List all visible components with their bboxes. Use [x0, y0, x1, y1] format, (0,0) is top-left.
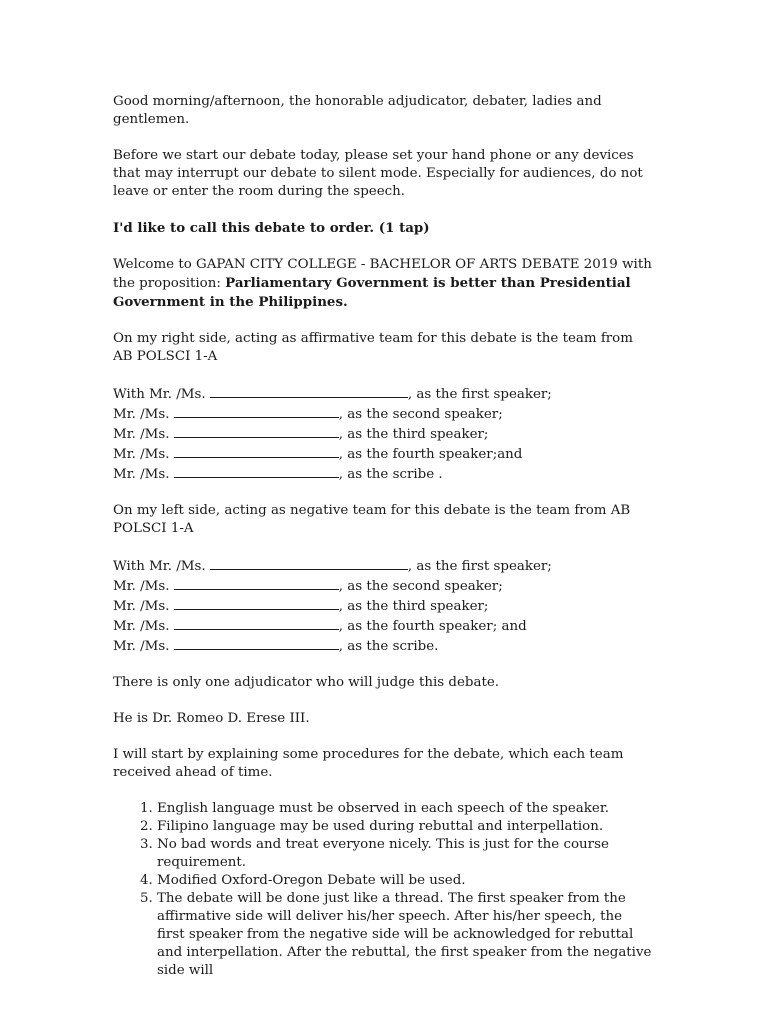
name-blank[interactable] [210, 556, 408, 570]
speaker-prefix: With Mr. /Ms. [113, 559, 206, 574]
adjudicator-count: There is only one adjudicator who will judge this debate. [113, 675, 500, 690]
name-blank[interactable] [174, 576, 339, 590]
speaker-role: , as the second speaker; [338, 579, 503, 594]
order-call-text: I'd like to call this debate to order. (1 tap) [113, 220, 430, 236]
speaker-line [113, 596, 653, 616]
name-blank[interactable] [174, 464, 339, 478]
speaker-prefix: Mr. /Ms. [113, 619, 170, 634]
welcome-prefix: Welcome to GAPAN CITY COLLEGE - BACHELOR OF ARTS DEBATE 2019 with the proposition: [113, 257, 652, 291]
speaker-line [113, 616, 653, 636]
speaker-role: , as the first speaker; [407, 387, 552, 402]
procedures-intro: I will start by explaining some procedures for the debate, which each team received ahead of time. [113, 747, 624, 780]
speaker-line [113, 576, 653, 596]
speaker-role: , as the fourth speaker; and [338, 619, 527, 634]
list-item: 2. Filipino language may be used during rebuttal and interpellation. [157, 818, 653, 836]
speaker-role: , as the fourth speaker;and [338, 447, 523, 462]
adjudicator-name: He is Dr. Romeo D. Erese III. [113, 711, 310, 726]
speaker-prefix: Mr. /Ms. [113, 467, 170, 482]
affirmative-intro: On my right side, acting as affirmative team for this debate is the team from AB POLSCI 1-A [113, 331, 633, 364]
speaker-prefix: With Mr. /Ms. [113, 387, 206, 402]
list-item: 3. No bad words and treat everyone nicely. This is just for the course requirement. [157, 836, 653, 872]
speaker-prefix: Mr. /Ms. [113, 639, 170, 654]
speaker-role: , as the second speaker; [338, 407, 503, 422]
speaker-prefix: Mr. /Ms. [113, 599, 170, 614]
list-item: 4. Modified Oxford-Oregon Debate will be used. [157, 872, 653, 890]
procedures-list [113, 800, 653, 980]
speaker-line [113, 444, 653, 464]
speaker-prefix: Mr. /Ms. [113, 447, 170, 462]
list-item: 1. English language must be observed in each speech of the speaker. [157, 800, 653, 818]
order-call [113, 219, 653, 238]
device-reminder: Before we start our debate today, please set your hand phone or any devices that may interrupt our debate to silent mode. Especially for audiences, do not leave or enter the room during the speech. [113, 148, 643, 199]
speaker-prefix: Mr. /Ms. [113, 427, 170, 442]
name-blank[interactable] [174, 404, 339, 418]
speaker-line [113, 384, 653, 404]
speaker-line [113, 556, 653, 576]
name-blank[interactable] [174, 444, 339, 458]
speaker-role: , as the third speaker; [338, 599, 489, 614]
speaker-role: , as the third speaker; [338, 427, 489, 442]
name-blank[interactable] [174, 596, 339, 610]
speaker-line [113, 464, 653, 484]
speaker-prefix: Mr. /Ms. [113, 407, 170, 422]
welcome-paragraph [113, 256, 653, 312]
negative-intro: On my left side, acting as negative team for this debate is the team from AB POLSCI 1-A [113, 503, 631, 536]
name-blank[interactable] [174, 424, 339, 438]
name-blank[interactable] [174, 636, 339, 650]
speaker-role: , as the scribe . [338, 467, 443, 482]
negative-speakers [113, 556, 653, 656]
document-page [113, 93, 653, 980]
name-blank[interactable] [210, 384, 408, 398]
speaker-role: , as the scribe. [338, 639, 439, 654]
speaker-line [113, 636, 653, 656]
speaker-role: , as the first speaker; [407, 559, 552, 574]
list-item: 5. The debate will be done just like a thread. The first speaker from the affirmative side will deliver his/her speech. After his/her speech, the first speaker from the negative side will be acknowledged for rebuttal and interpellation. After the rebuttal, the first speaker from the negative side will [157, 890, 653, 980]
greeting: Good morning/afternoon, the honorable adjudicator, debater, ladies and gentlemen. [113, 94, 602, 127]
speaker-line [113, 424, 653, 444]
proposition: Parliamentary Government is better than Presidential Government in the Philippines. [113, 275, 631, 310]
speaker-prefix: Mr. /Ms. [113, 579, 170, 594]
name-blank[interactable] [174, 616, 339, 630]
affirmative-speakers [113, 384, 653, 484]
speaker-line [113, 404, 653, 424]
